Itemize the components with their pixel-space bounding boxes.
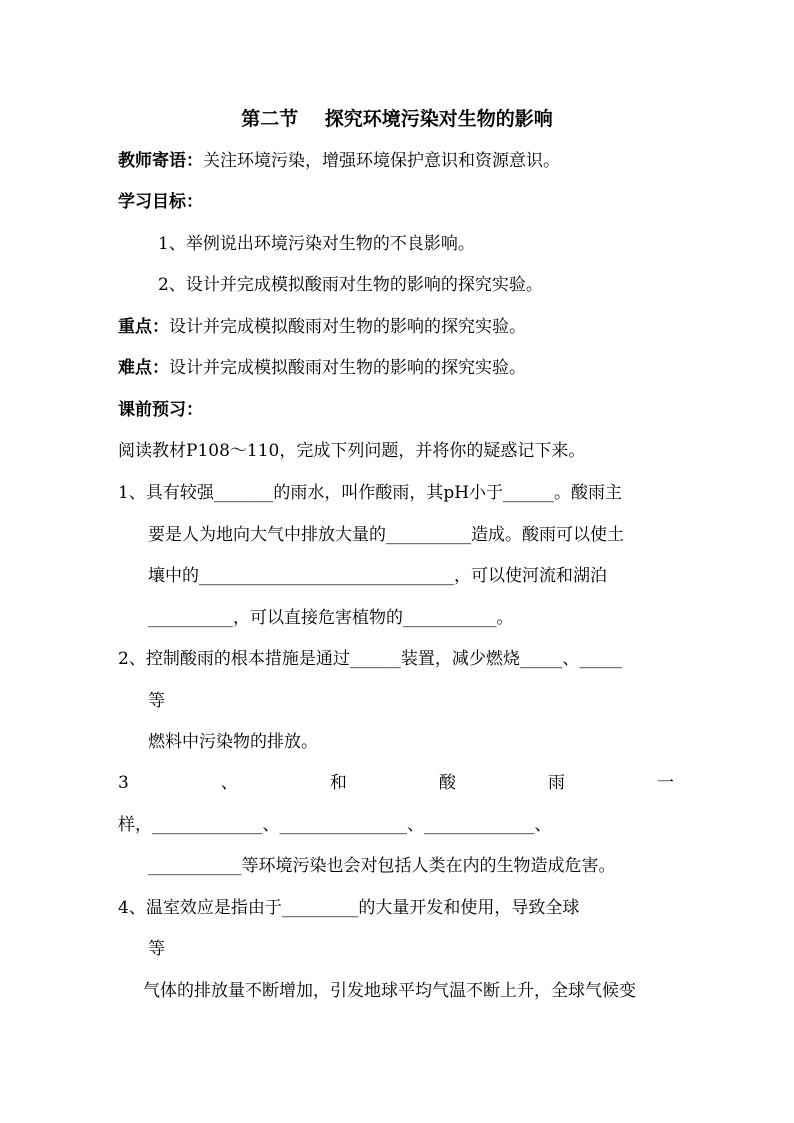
teacher-message [118, 150, 560, 172]
preview-heading: 课前预习： [118, 400, 203, 420]
question-3-part: 和 [329, 773, 347, 793]
question-4-line-2: 等 [148, 939, 165, 959]
question-3-line-1 [118, 772, 674, 794]
question-3-line-3: ___________等环境污染也会对包括人类在内的生物造成危害。 [148, 856, 616, 876]
question-3-part: 、 [220, 773, 238, 793]
question-4-line-1: 4、温室效应是指由于_________的大量开发和使用，导致全球 [118, 898, 580, 918]
key-point-text: 设计并完成模拟酸雨对生物的影响的探究实验。 [169, 317, 526, 337]
question-1-line-4: __________，可以直接危害植物的___________。 [148, 608, 514, 628]
objective-item-1: 1、举例说出环境污染对生物的不良影响。 [158, 234, 475, 254]
page-title: 第二节 探究环境污染对生物的影响 [241, 108, 553, 130]
question-3-part: 酸 [438, 773, 456, 793]
preview-intro: 阅读教材P108～110，完成下列问题，并将你的疑惑记下来。 [118, 441, 586, 461]
question-3-line-2: 样，_____________、_______________、_____________、 [118, 815, 552, 835]
key-point-label: 重点： [118, 317, 169, 337]
question-2-line-2: 等 [148, 691, 165, 711]
question-2-line-3: 燃料中污染物的排放。 [148, 732, 318, 752]
question-4-line-3: 气体的排放量不断增加，引发地球平均气温不断上升，全球气候变 [143, 981, 636, 1001]
difficulty-label: 难点： [118, 358, 169, 378]
objective-item-2: 2、设计并完成模拟酸雨对生物的影响的探究实验。 [158, 275, 543, 295]
question-1-line-3: 壤中的______________________________，可以使河流和湖泊 [148, 566, 607, 586]
question-1-line-2: 要是人为地向大气中排放大量的__________造成。酸雨可以使土 [148, 525, 624, 545]
question-1-line-1: 1、具有较强_______的雨水，叫作酸雨，其pH小于______。酸雨主 [118, 483, 623, 503]
question-2-line-1: 2、控制酸雨的根本措施是通过______装置，减少燃烧_____、_____ [118, 649, 622, 669]
question-3-part: 3 [118, 773, 129, 793]
objectives-heading: 学习目标： [118, 192, 203, 212]
question-3-part: 一 [656, 773, 674, 793]
difficulty-text: 设计并完成模拟酸雨对生物的影响的探究实验。 [169, 358, 526, 378]
difficulty [118, 357, 526, 379]
question-3-part: 雨 [547, 773, 565, 793]
key-point [118, 316, 526, 338]
teacher-message-label: 教师寄语： [118, 151, 203, 171]
teacher-message-text: 关注环境污染，增强环境保护意识和资源意识。 [203, 151, 560, 171]
